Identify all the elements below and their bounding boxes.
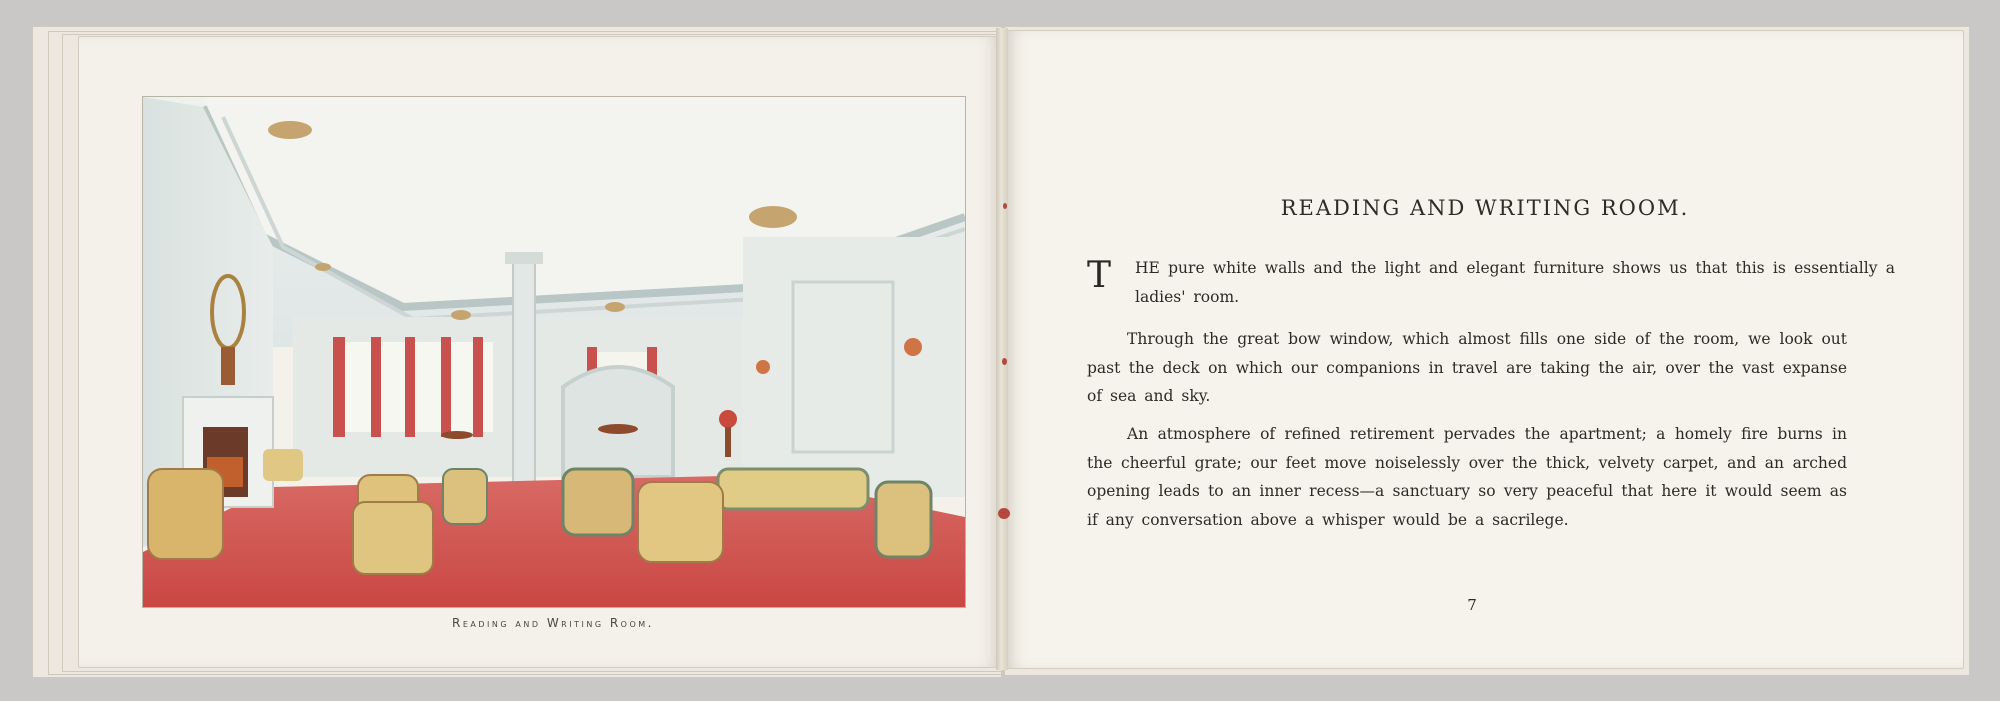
- page-number: 7: [1467, 596, 1477, 614]
- paragraph-1: [1087, 254, 1895, 311]
- paragraph-2: Through the great bow window, which almost fills one side of the room, we look out past the deck on which our companions in travel are taking the air, over the vast expanse of sea and sky.: [1087, 330, 1847, 405]
- binding-thread-mark: [998, 508, 1010, 519]
- binding-thread-mark: [1002, 358, 1007, 365]
- book-gutter: [996, 28, 1008, 670]
- illustration-plate: [142, 96, 966, 608]
- paragraph-1-text: HE pure white walls and the light and elegant furniture shows us that this is essentially a ladies' room.: [1135, 259, 1895, 306]
- drop-cap: T: [1087, 255, 1112, 296]
- reading-room-illustration: [143, 97, 965, 607]
- binding-thread-mark: [1003, 203, 1007, 209]
- paragraph-3: An atmosphere of refined retirement pervades the apartment; a homely fire burns in the cheerful grate; our feet move noiselessly over the thick, velvety carpet, and an arched opening leads to an inner recess—a sanctuary so very peaceful that here it would seem as if any conversation above a whisper would be a sacrilege.: [1087, 425, 1847, 529]
- page-title: READING AND WRITING ROOM.: [1280, 196, 1690, 220]
- plate-caption: Reading and Writing Room.: [452, 616, 654, 630]
